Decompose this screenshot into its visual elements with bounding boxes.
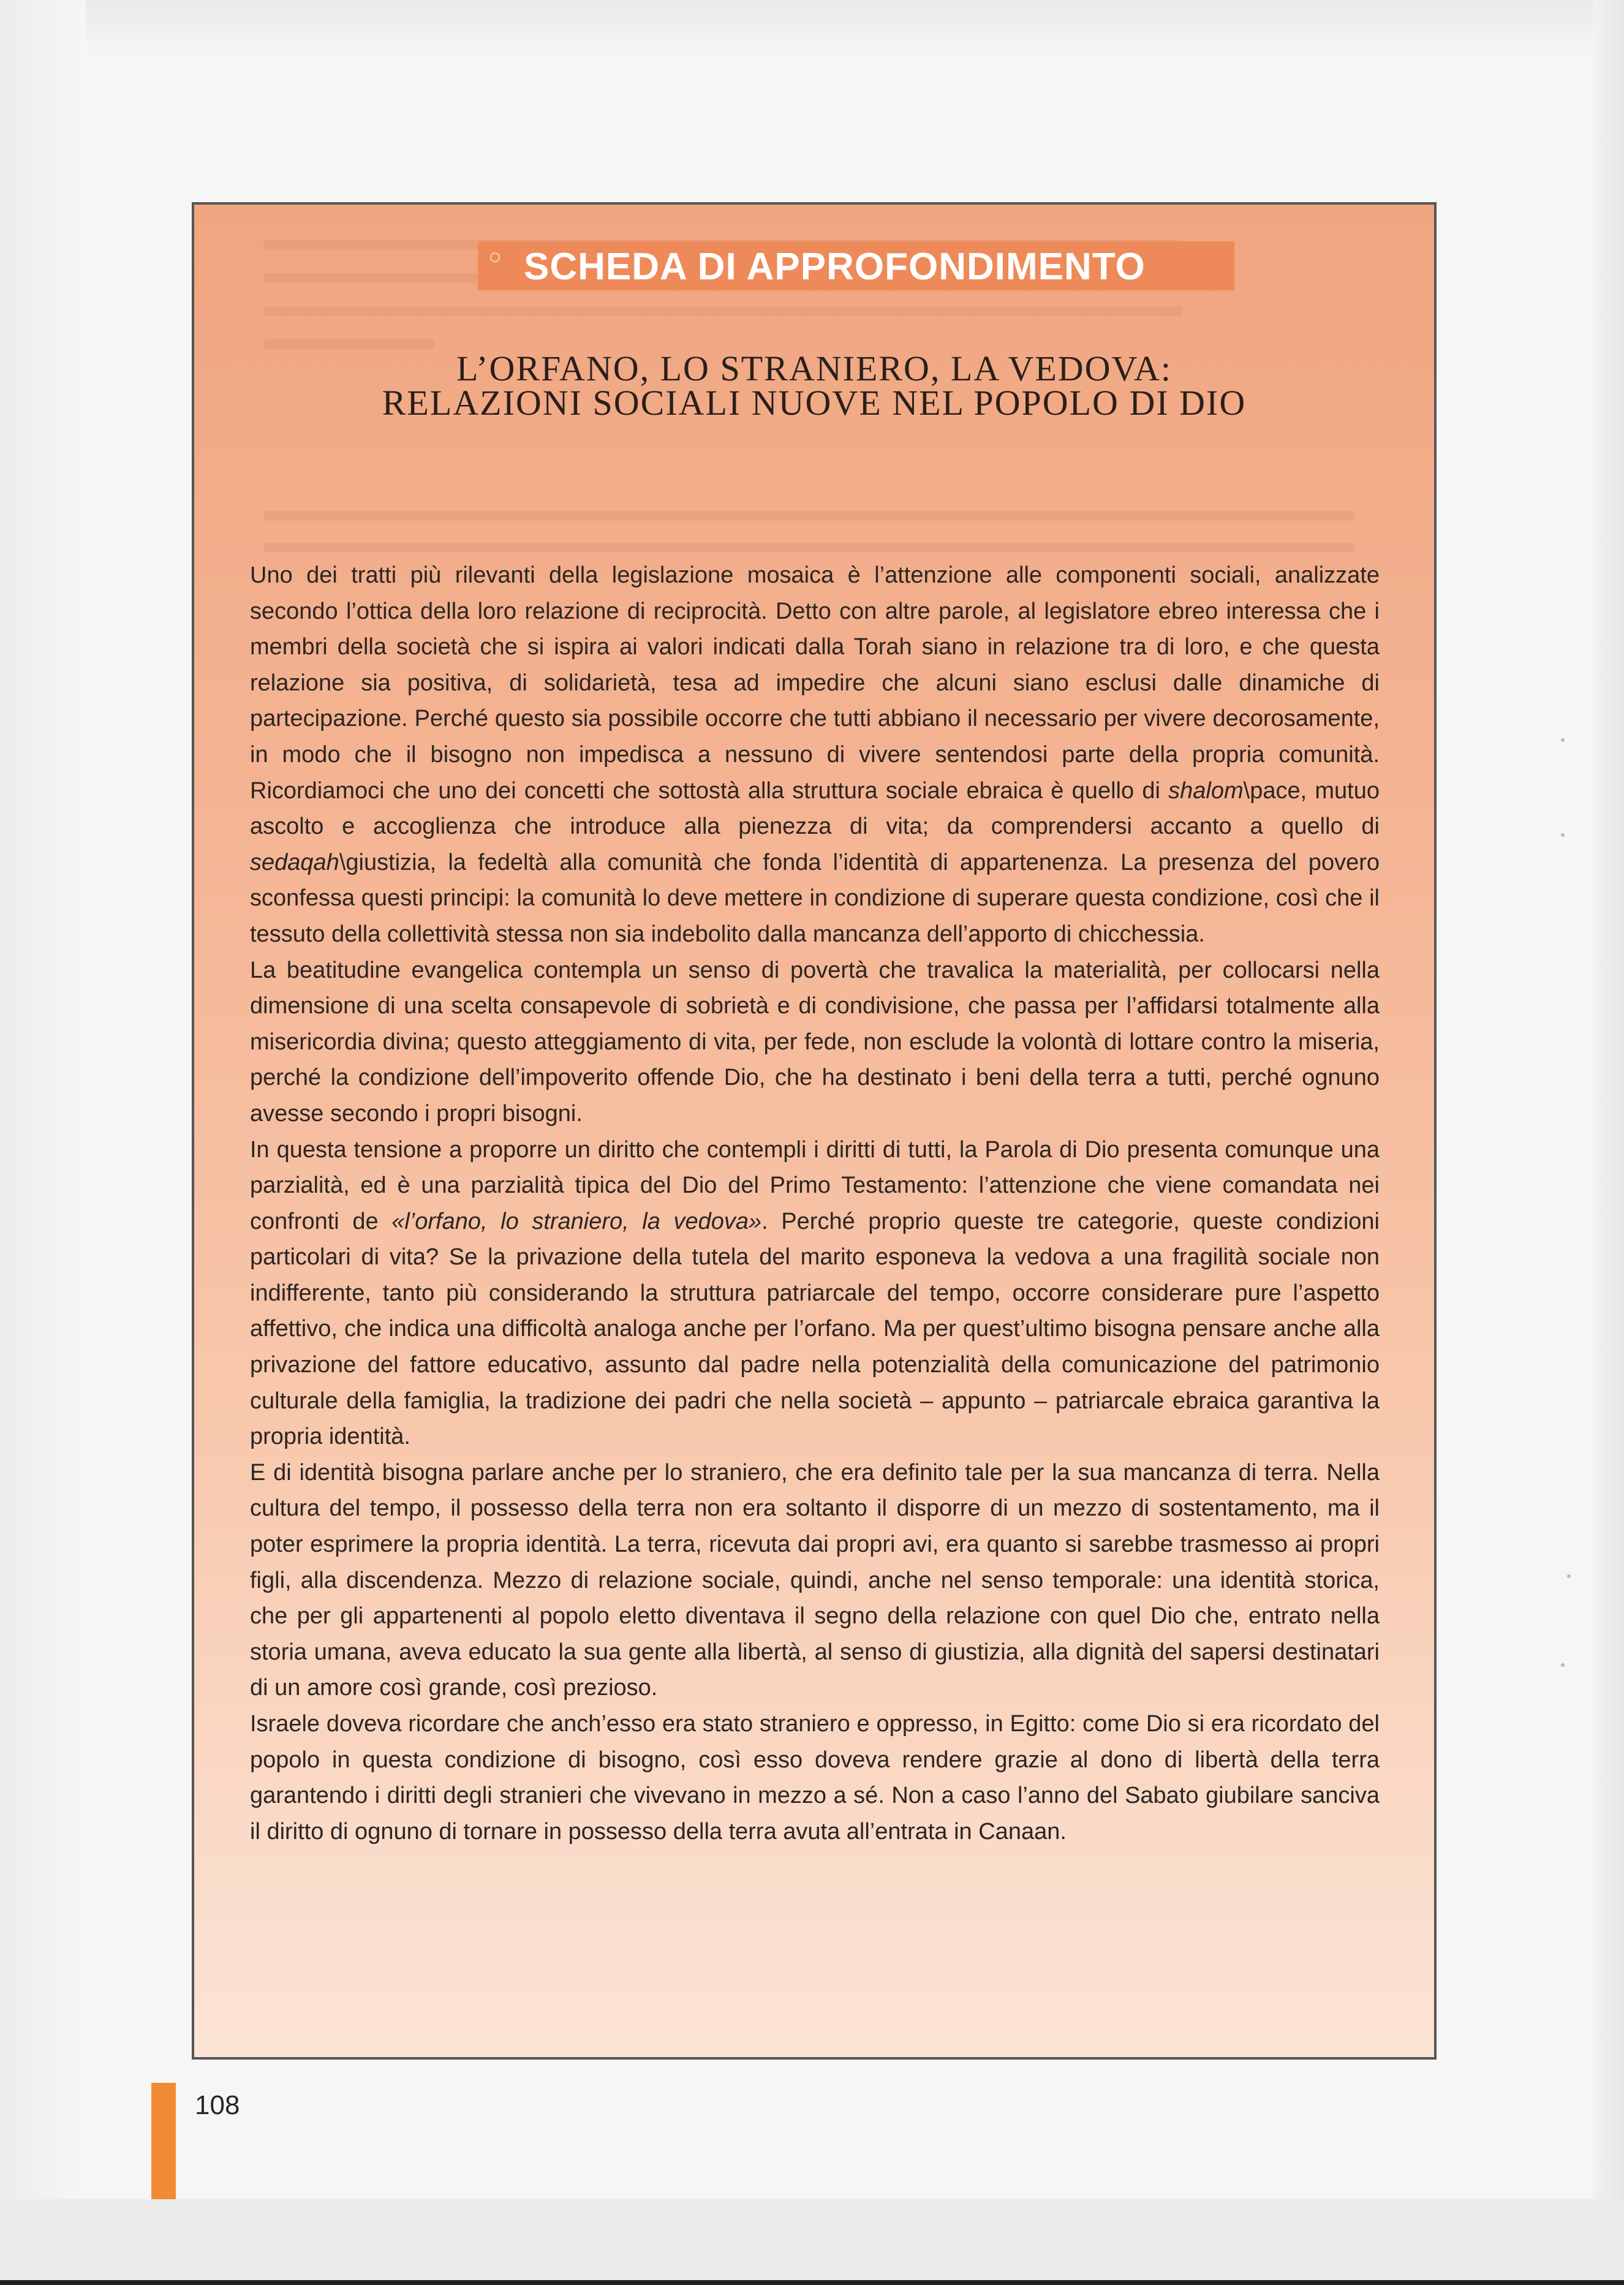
paragraph-2: La beatitudine evangelica contempla un senso di povertà che travalica la materialità, per collocarsi nella dimensione di una scelta consapevole di sobrietà e di condivisione, che passa per l’affidarsi totalmente alla misericordia divina; questo atteggiamento di vita, per fede, non esclude la volontà di lottare contro la miseria, perché la condizione dell’impoverito offende Dio, che ha destinato i beni della terra a tutti, perché ognuno avesse secondo i propri bisogni. — [250, 957, 1380, 1127]
page-number-marker — [151, 2083, 176, 2199]
paragraph-3: In questa tensione a proporre un diritto che contempli i diritti di tutti, la Parola di Dio presenta comunque una parzialità, ed è una parzialità tipica del Dio del Primo Testamento: l’attenzione che viene comandata nei confronti de «l’orfano, lo straniero, la vedova». Perché proprio queste tre categorie, queste condizioni particolari di vita? Se la privazione della tutela del marito esponeva la vedova a una fragilità sociale non indifferente, tanto più considerando la struttura patriarcale del tempo, occorre considerare pure l’aspetto affettivo, che indica una difficoltà analoga anche per l’orfano. Ma per quest’ultimo bisogna pensare anche alla privazione del fattore educativo, assunto dal padre nella potenzialità della comunicazione del patrimonio culturale della famiglia, la tradizione dei padri che nella società – appunto – patriarcale ebraica garantiva la propria identità. — [250, 1136, 1380, 1450]
page-right-edge — [1593, 0, 1624, 2285]
scan-speck — [1567, 1574, 1571, 1578]
term-shalom: shalom — [1168, 777, 1244, 804]
quote-orfano-straniero-vedova: «l’orfano, lo straniero, la vedova» — [391, 1208, 762, 1234]
paragraph-5: Israele doveva ricordare che anch’esso era stato straniero e oppresso, in Egitto: come Dio si era ricordato del popolo in questa condizione di bisogno, così esso doveva rendere grazie al dono di libertà della terra garantendo i diritti degli stranieri che vivevano in mezzo a sé. Non a caso l’anno del Sabato giubilare sanciva il diritto di ognuno di tornare in possesso della terra avuta all’entrata in Canaan. — [250, 1711, 1380, 1845]
scan-top-shadow — [0, 0, 1624, 61]
bleed-through-line — [263, 306, 1182, 316]
page-number: 108 — [195, 2090, 240, 2120]
scan-speck — [1561, 833, 1565, 837]
term-sedaqah: sedaqah — [250, 849, 339, 875]
paragraph-4: E di identità bisogna parlare anche per lo straniero, che era definito tale per la sua mancanza di terra. Nella cultura del tempo, il possesso della terra non era soltanto il disporre di un mezzo di sostentamento, ma il poter esprimere la propria identità. La terra, ricevuta dai propri avi, era quanto si sarebbe trasmesso ai propri figli, alla discendenza. Mezzo di relazione sociale, quindi, anche nel senso temporale: una identità storica, che per gli appartenenti al popolo eletto diventava il segno della relazione con quel Dio che, entrato nella storia umana, aveva educato la sua gente alla libertà, al senso di giustizia, alla dignità del sapersi destinatari di un amore così grande, così prezioso. — [250, 1459, 1380, 1701]
bullet-icon — [490, 252, 500, 262]
scan-speck — [1561, 1663, 1565, 1667]
scan-bottom-area — [0, 2199, 1624, 2285]
paragraph-1: Uno dei tratti più rilevanti della legislazione mosaica è l’attenzione alle componenti sociali, analizzate secondo l’ottica della loro relazione di reciprocità. Detto con altre parole, al legislatore ebreo interessa che i membri della società che si ispira ai valori indicati dalla Torah siano in relazione tra di loro, e che questa relazione sia positiva, di solidarietà, tesa ad impedire che alcuni siano esclusi dalle dinamiche di partecipazione. Perché questo sia possibile occorre che tutti abbiano il necessario per vivere decorosamente, in modo che il bisogno non impedisca a nessuno di vivere sentendosi parte della propria comunità. Ricordiamoci che uno dei concetti che sottostà alla struttura sociale ebraica è quello di shalom\pace, mutuo ascolto e accoglienza che introduce alla pienezza di vita; da comprendersi accanto a quello di sedaqah\giustizia, la fedeltà alla comunità che fonda l’identità di appartenenza. La presenza del povero sconfessa questi principi: la comunità lo deve mettere in condizione di superare questa condizione, così che il tessuto della collettività stessa non sia indebolito dalla mancanza dell’apporto di chicchessia. — [250, 562, 1380, 947]
page-title-line-1: L’ORFANO, LO STRANIERO, LA VEDOVA: — [456, 349, 1172, 388]
bleed-through-line — [263, 511, 1354, 521]
scan-left-shadow — [0, 0, 86, 2285]
article-body — [250, 557, 1380, 1849]
banner-label: SCHEDA DI APPROFONDIMENTO — [524, 246, 1146, 288]
scan-speck — [1561, 738, 1565, 742]
bleed-through-line — [263, 543, 1354, 553]
scan-bottom-edge — [0, 2280, 1624, 2285]
page-title-line-2: RELAZIONI SOCIALI NUOVE NEL POPOLO DI DIO — [382, 383, 1247, 423]
